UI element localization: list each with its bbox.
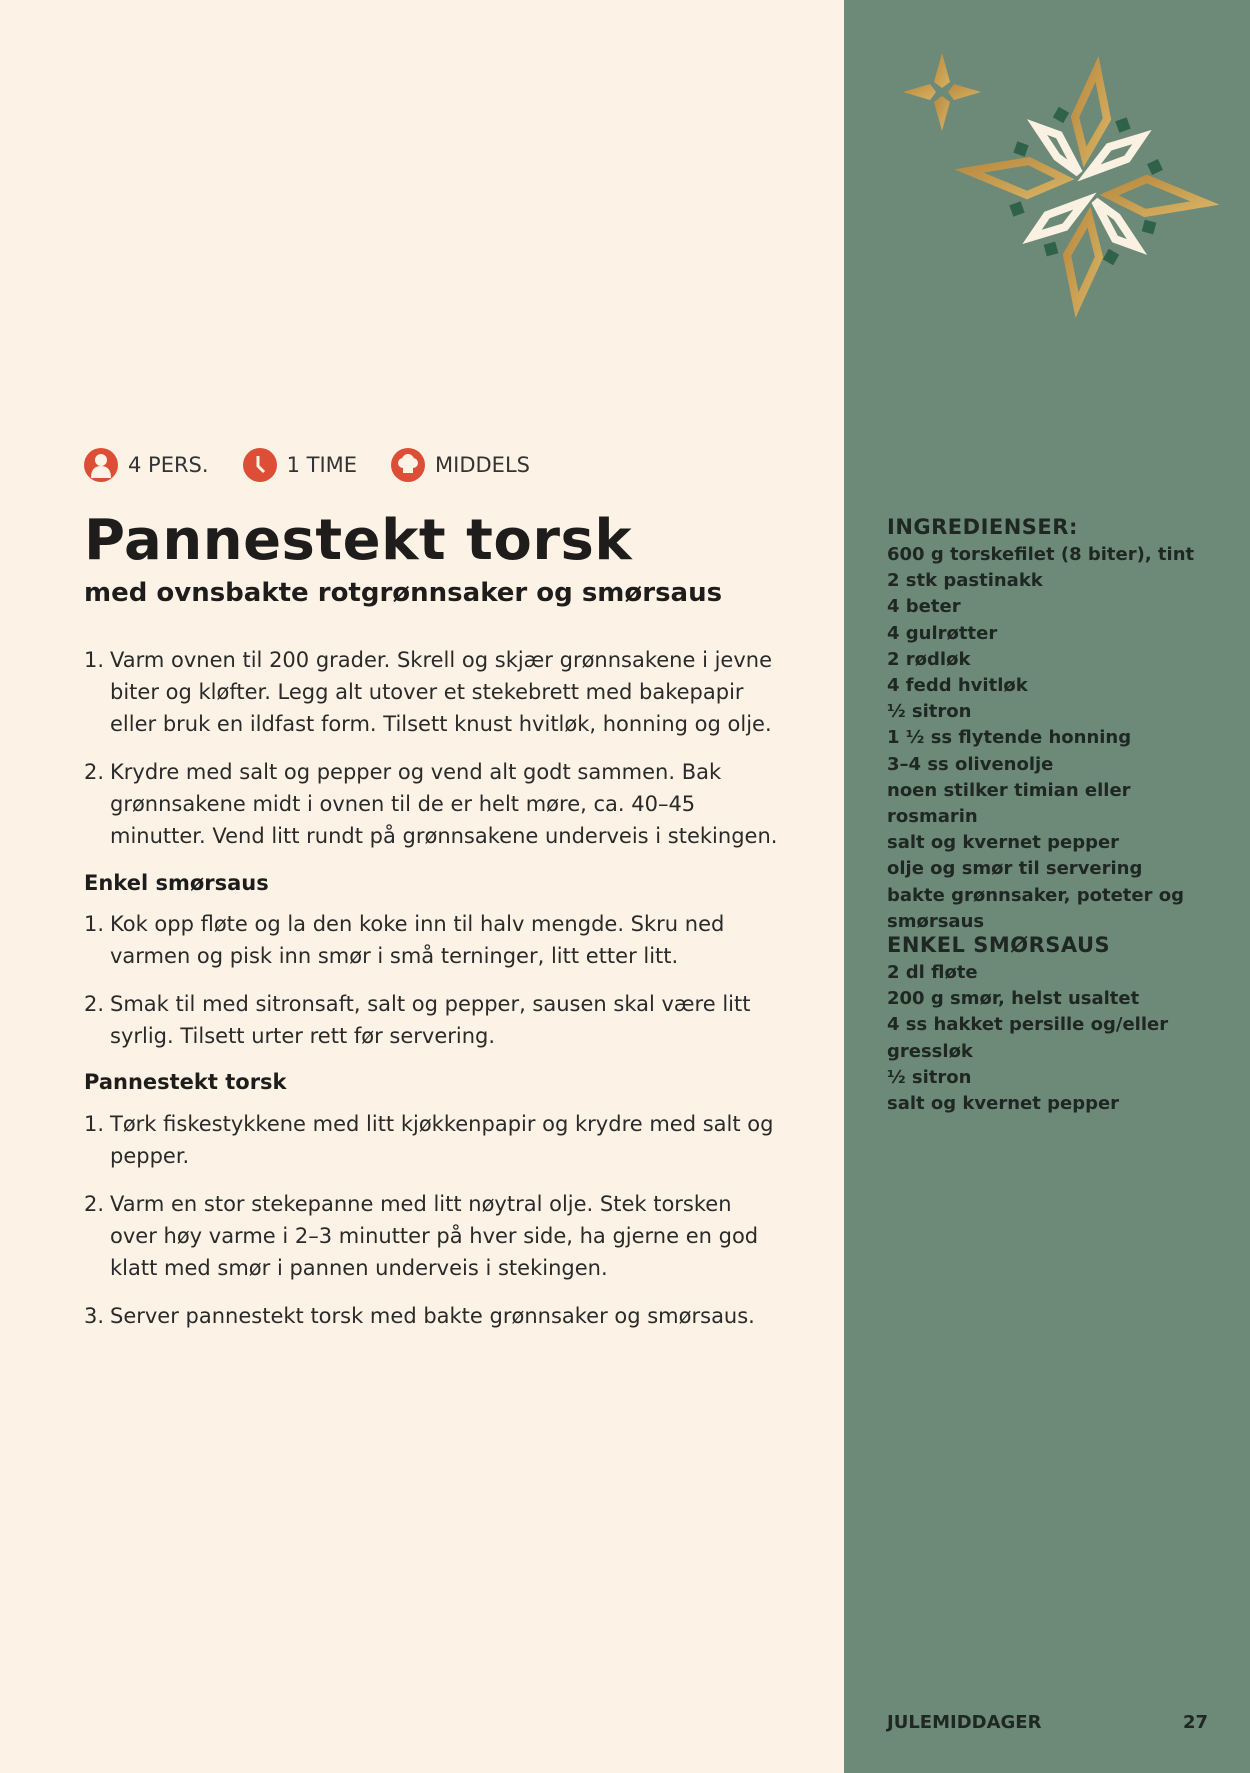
step-number: 2. bbox=[84, 1192, 105, 1216]
page-title: Pannestekt torsk bbox=[84, 508, 633, 573]
ingredient-item: salt og kvernet pepper bbox=[887, 1093, 1120, 1115]
ingredient-item: bakte grønnsaker, poteter og smørsaus bbox=[887, 884, 1184, 932]
ingredient-item: 4 beter bbox=[887, 596, 961, 618]
time bbox=[243, 448, 357, 482]
ingredient-item: olje og smør til servering bbox=[887, 858, 1143, 880]
ingredient-item: ½ sitron bbox=[887, 701, 972, 723]
step bbox=[84, 988, 784, 1052]
star-decoration-icon bbox=[844, 0, 1250, 320]
step-number: 1. bbox=[84, 648, 105, 672]
ingredient-item: 2 rødløk bbox=[887, 648, 971, 670]
footer-section: JULEMIDDAGER bbox=[887, 1712, 1042, 1733]
step-text: Tørk fiskestykkene med litt kjøkkenpapir og krydre med salt og pepper. bbox=[110, 1112, 774, 1168]
step-number: 2. bbox=[84, 992, 105, 1016]
ingredient-item: 200 g smør, helst usaltet bbox=[887, 988, 1140, 1010]
fish-heading: Pannestekt torsk bbox=[84, 1070, 287, 1094]
sauce-heading: Enkel smørsaus bbox=[84, 871, 269, 895]
ingredient-item: ½ sitron bbox=[887, 1066, 972, 1088]
step bbox=[84, 908, 784, 972]
clock-icon bbox=[243, 448, 277, 482]
step-number: 3. bbox=[84, 1304, 105, 1328]
time-label: 1 TIME bbox=[286, 453, 358, 477]
ingredient-item: 2 dl fløte bbox=[887, 962, 978, 983]
step bbox=[84, 1300, 784, 1332]
ingredient-item: 4 ss hakket persille og/eller gressløk bbox=[887, 1014, 1169, 1062]
difficulty bbox=[391, 448, 530, 482]
step-text: Kok opp fløte og la den koke inn til halv mengde. Skru ned varmen og pisk inn smør i små terninger, litt etter litt. bbox=[110, 912, 725, 968]
fish-steps bbox=[84, 1108, 784, 1348]
ingredient-item: 1 ½ ss flytende honning bbox=[887, 727, 1132, 749]
recipe-meta bbox=[84, 448, 530, 482]
ingredient-item: 4 gulrøtter bbox=[887, 622, 998, 644]
step-number: 2. bbox=[84, 760, 105, 784]
ingredient-item: 4 fedd hvitløk bbox=[887, 675, 1028, 697]
sauce-steps bbox=[84, 908, 784, 1068]
step-number: 1. bbox=[84, 912, 105, 936]
sauce-ingredients-list bbox=[887, 930, 1227, 1117]
servings-label: 4 PERS. bbox=[128, 453, 209, 477]
ingredients-list bbox=[887, 512, 1227, 935]
step-text: Smak til med sitronsaft, salt og pepper, sausen skal være litt syrlig. Tilsett urter rett før servering. bbox=[110, 992, 751, 1048]
step bbox=[84, 1188, 784, 1284]
page-subtitle: med ovnsbakte rotgrønnsaker og smørsaus bbox=[84, 578, 723, 608]
step-text: Varm ovnen til 200 grader. Skrell og skjær grønnsakene i jevne biter og kløfter. Legg alt utover et stekebrett med bakepapir eller bruk en ildfast form. Tilsett knust hvitløk, honning og olje. bbox=[110, 648, 773, 736]
main-steps bbox=[84, 644, 784, 868]
sauce-ingredients-heading: ENKEL SMØRSAUS bbox=[887, 933, 1111, 957]
step-text: Krydre med salt og pepper og vend alt godt sammen. Bak grønnsakene midt i ovnen til de er helt møre, ca. 40–45 minutter. Vend litt rundt på grønnsakene underveis i stekingen. bbox=[110, 760, 778, 848]
step bbox=[84, 756, 784, 852]
ingredient-item: salt og kvernet pepper bbox=[887, 832, 1120, 854]
difficulty-label: MIDDELS bbox=[435, 453, 530, 477]
servings bbox=[84, 448, 209, 482]
ingredient-item: noen stilker timian eller rosmarin bbox=[887, 779, 1131, 828]
page-number: 27 bbox=[1183, 1712, 1209, 1733]
ingredients-heading: INGREDIENSER: bbox=[887, 515, 1078, 539]
person-icon bbox=[84, 448, 118, 482]
ingredient-item: 600 g torskefilet (8 biter), tint bbox=[887, 544, 1195, 565]
ingredient-item: 3–4 ss olivenolje bbox=[887, 753, 1054, 775]
ingredient-item: 2 stk pastinakk bbox=[887, 570, 1043, 592]
step-text: Server pannestekt torsk med bakte grønnsaker og smørsaus. bbox=[110, 1304, 755, 1328]
step bbox=[84, 1108, 784, 1172]
step-number: 1. bbox=[84, 1112, 105, 1136]
step bbox=[84, 644, 784, 740]
chef-hat-icon bbox=[391, 448, 425, 482]
step-text: Varm en stor stekepanne med litt nøytral olje. Stek torsken over høy varme i 2–3 minutter på hver side, ha gjerne en god klatt med smør i pannen underveis i stekingen. bbox=[110, 1192, 759, 1280]
